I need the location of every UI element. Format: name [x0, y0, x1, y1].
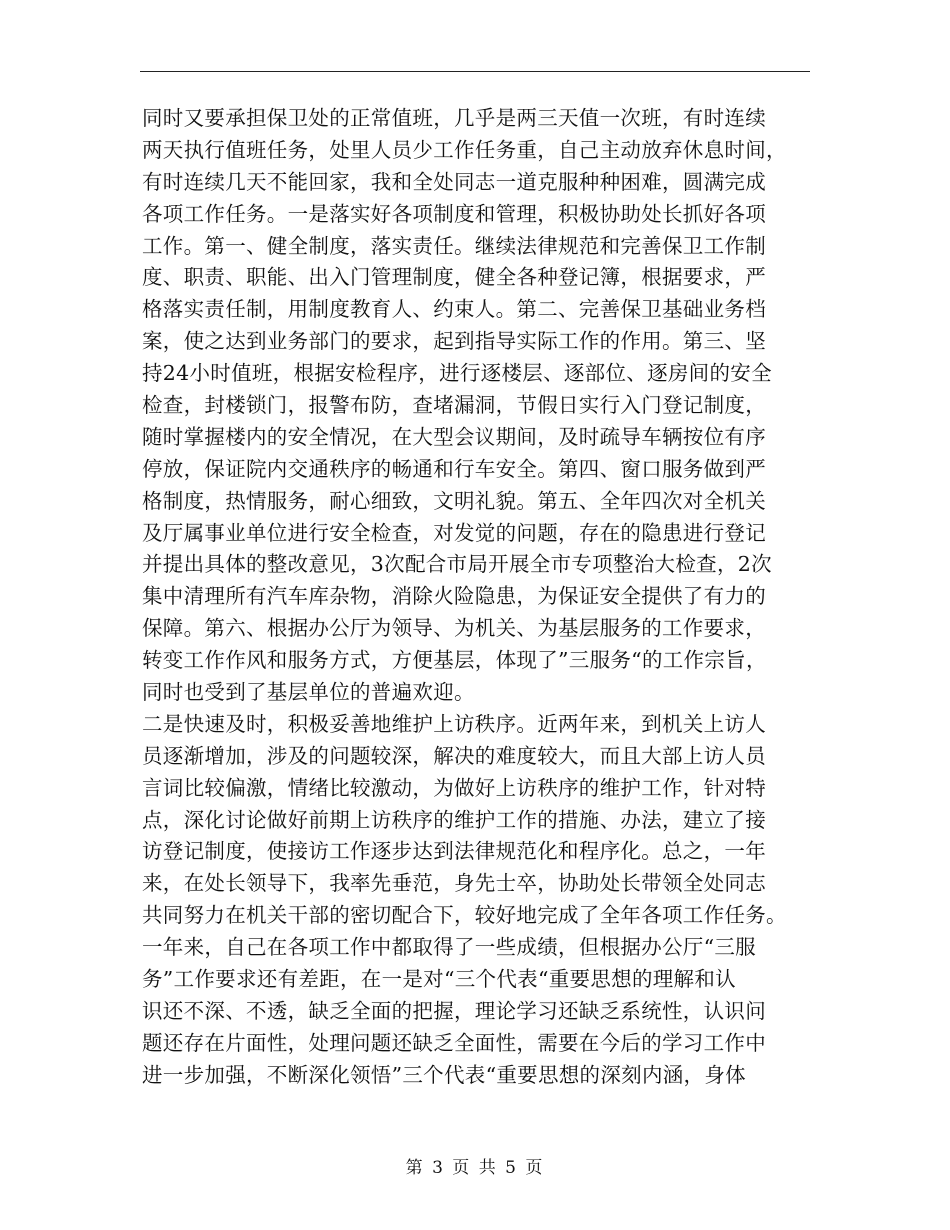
text-line: 集中清理所有汽车库杂物，消除火险隐患，为保证安全提供了有力的	[142, 584, 766, 609]
text-line: 停放，保证院内交通秩序的畅通和行车安全。第四、窗口服务做到严	[142, 456, 766, 481]
text-line: 各项工作任务。一是落实好各项制度和管理，积极协助处长抓好各项	[142, 201, 766, 226]
text-line: 检查，封楼锁门，报警布防，查堵漏洞，节假日实行入门登记制度，	[142, 393, 766, 418]
text-line: 随时掌握楼内的安全情况，在大型会议期间，及时疏导车辆按位有序	[142, 424, 766, 449]
text-line: 进一步加强，不断深化领悟”三个代表“重要思想的深刻内涵，身体	[142, 1062, 746, 1087]
text-line: 务”工作要求还有差距，在一是对“三个代表“重要思想的理解和认	[142, 967, 736, 992]
text-line: 访登记制度，使接访工作逐步达到法律规范化和程序化。总之，一年	[142, 839, 766, 864]
text-line: 两天执行值班任务，处里人员少工作任务重，自己主动放弃休息时间，	[142, 137, 787, 162]
text-line: 员逐渐增加，涉及的问题较深，解决的难度较大，而且大部上访人员	[142, 743, 766, 768]
text-line: 二是快速及时，积极妥善地维护上访秩序。近两年来，到机关上访人	[142, 711, 766, 736]
text-line: 并提出具体的整改意见，3次配合市局开展全市专项整治大检查，2次	[142, 552, 772, 577]
header-rule	[140, 71, 810, 72]
text-line: 一年来，自己在各项工作中都取得了一些成绩，但根据办公厅“三服	[142, 935, 756, 960]
text-line: 识还不深、不透，缺乏全面的把握，理论学习还缺乏系统性，认识问	[142, 998, 766, 1023]
text-line: 保障。第六、根据办公厅为领导、为机关、为基层服务的工作要求，	[142, 616, 766, 641]
body-text	[142, 103, 812, 1092]
text-line: 工作。第一、健全制度，落实责任。继续法律规范和完善保卫工作制	[142, 233, 766, 258]
page-number-footer: 第 3 页 共 5 页	[405, 1158, 545, 1178]
text-line: 共同努力在机关干部的密切配合下，较好地完成了全年各项工作任务。	[142, 903, 787, 928]
text-line: 题还存在片面性，处理问题还缺乏全面性，需要在今后的学习工作中	[142, 1030, 766, 1055]
text-line: 及厅属事业单位进行安全检查，对发觉的问题，存在的隐患进行登记	[142, 520, 766, 545]
text-line: 有时连续几天不能回家，我和全处同志一道克服种种困难，圆满完成	[142, 169, 766, 194]
text-line: 格落实责任制，用制度教育人、约束人。第二、完善保卫基础业务档	[142, 297, 766, 322]
text-line: 转变工作作风和服务方式，方便基层，体现了”三服务“的工作宗旨，	[142, 648, 767, 673]
text-line: 格制度，热情服务，耐心细致，文明礼貌。第五、全年四次对全机关	[142, 488, 766, 513]
text-line: 持24小时值班，根据安检程序，进行逐楼层、逐部位、逐房间的安全	[142, 361, 772, 386]
text-line: 同时也受到了基层单位的普遍欢迎。	[142, 680, 475, 705]
text-line: 来，在处长领导下，我率先垂范，身先士卒，协助处长带领全处同志	[142, 871, 766, 896]
text-line: 言词比较偏激，情绪比较激动，为做好上访秩序的维护工作，针对特	[142, 775, 766, 800]
text-line: 点，深化讨论做好前期上访秩序的维护工作的措施、办法，建立了接	[142, 807, 766, 832]
text-line: 同时又要承担保卫处的正常值班，几乎是两三天值一次班，有时连续	[142, 106, 766, 130]
text-line: 度、职责、职能、出入门管理制度，健全各种登记簿，根据要求，严	[142, 265, 766, 290]
text-line: 案，使之达到业务部门的要求，起到指导实际工作的作用。第三、坚	[142, 329, 766, 354]
